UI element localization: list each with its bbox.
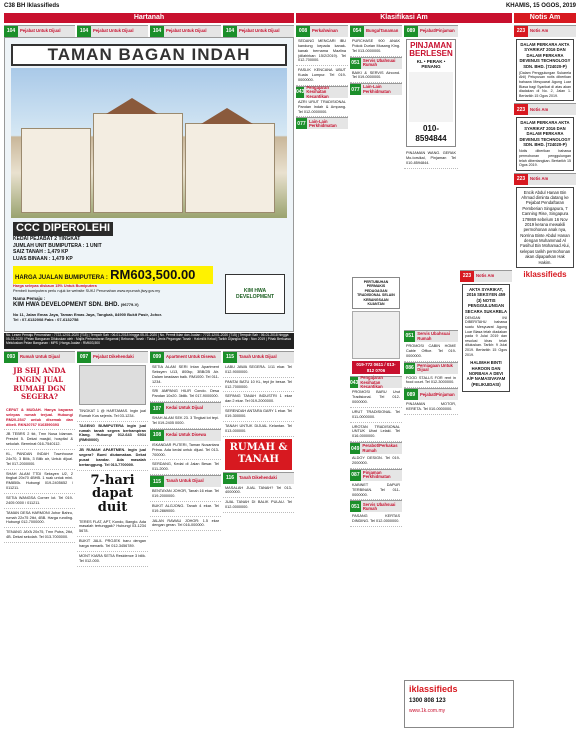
category-header: 086 Perniagaan Untuk Dijual: [404, 362, 458, 374]
column-rumah-dijual: [4, 351, 75, 729]
column-ubahsuai: [404, 330, 458, 677]
classified-ad: PASANG KERTAS DINDING. Tel 012-0000000.: [350, 512, 402, 527]
classified-ad: SHAH ALAM SEK 23. 3 Tingkat lot tepi. Tel 019-2405 0000.: [150, 414, 221, 429]
classified-ad: ISKANDAR PUTERI, Taman Nusantara Prima. Ada kedai untuk dijual. Tel 013-700000.: [150, 441, 221, 461]
notis-box: DALAM PERKARA AKTA SYARIKAT 2016 DAN DALAM PERKARA DEVENUS TECHNOLOGY SDN. BHD. (724020-P) Notis diberikan bahawa permohonan penggulungan telah dibentangkan. Bertarikh 15 Ogos 2019.: [516, 117, 574, 170]
column-tanah-dijual: [223, 351, 294, 729]
ad-banner-title: TAMAN BAGAN INDAH: [11, 44, 287, 66]
section-notis: Notis Am: [514, 13, 576, 23]
classified-ad: SHAH ALAM TTDI Seksyen U2, 2 tingkat 20x70 4BHB. 1 ruak untuk mini. RM850k. Hubungi 019-2405652 / 011211.: [4, 470, 75, 494]
ad-graphic: [409, 72, 453, 122]
category-header: 223 Notis Am: [514, 25, 576, 37]
price-tag: HARGA JUALAN BUMIPUTERA : RM603,500.00: [13, 266, 213, 284]
classified-ad: PROMOSI BARU Urut Tradisional. Tel 012-0000000.: [350, 388, 402, 408]
column-pejabat-dikehendaki: [77, 351, 148, 729]
category-header: 104 Pejabat Untuk Dijual: [150, 25, 221, 37]
category-header: 223 Notis Am: [514, 173, 576, 185]
category-header: 097 Pejabat Dikehendaki: [77, 351, 148, 363]
pinjaman-ad[interactable]: PINJAMAN BERLESEN KL • PERAK • PENANG 010-8594844: [406, 39, 456, 147]
iklassifieds-logo: iklassifieds: [409, 684, 458, 694]
classified-ad: SETIA WANGSA Corner lot. Tel 019-2405 0000 / 011211.: [4, 494, 75, 509]
section-hartanah: Hartanah: [4, 13, 294, 23]
classified-ad: SERDANG, Kedai di Jalan Besar. Tel 011-2000.: [150, 460, 221, 475]
hartanah-top-headers: [4, 25, 294, 37]
jb-sell-headline: JB SHJ ANDA INGIN JUAL RUMAH DGN SEGERA?: [13, 366, 66, 402]
category-header: 115 Tanah Untuk Dijual: [150, 475, 221, 487]
column-notis-right: [514, 25, 576, 729]
column-perkahwinan: [296, 25, 348, 729]
classified-ad: FOOD STALLS FOR rent in food court. Tel 012-3000000.: [404, 374, 458, 389]
building-block: [93, 113, 183, 213]
category-header: 077 Lain-Lain Perkhidmatan: [350, 83, 402, 95]
classified-ad: PINJAMAN MOTOR, KERETA. Tel 010-0000000.: [404, 400, 458, 415]
category-header: 223 Notis Am: [514, 103, 576, 115]
classified-ad: PROMOSI CABIN HOME Cable Office. Tel 019-0000000.: [404, 342, 458, 362]
classified-ad: SERENDAH ANTARA GARY 1 ekar. Tel 019-300000.: [223, 407, 294, 422]
column-bunga-tanaman: [350, 25, 402, 275]
classified-ad: JB RUMAH APARTMEN. Ingin jual segera? Bumi diutamakan. Dekat pusat bandar. Ada masalah bertanggung. Tel 013-7700000.: [77, 446, 148, 470]
classified-ad: PURCHASE 900 ANAK Pokok Durian Musang King. Tel 013-0000000.: [350, 37, 402, 57]
discount-note: Harga selepas diskaun 15% Untuk Bumiputera Pembeli bumiputera perlu rujuk ke website SUKJ Perumahan www.epumah.jtwy.gov.my: [13, 284, 161, 293]
ad-graphic: [352, 311, 400, 359]
classified-ad: TERES FLAT, APT, Kondo, Banglo. Ada masalah tertunggak? Hubungi 03-1234 5678.: [77, 518, 148, 538]
classified-ad: AZRI URUT TRADISIONAL Pandan Indah & Ampang. Tel 012-0000000.: [296, 98, 348, 118]
classified-ad: TAMAN DESA HARMONI Johor Bahru, rumah 22x75 2tkt, 4BB. Harga runding. Hubungi 012-7000000.: [4, 509, 75, 529]
category-header: 108 Kedai Untuk Disewa: [150, 429, 221, 441]
category-header: 043 Pengajaran Kesihatan Kecantikan: [296, 86, 348, 98]
category-header: 089 Pejabat/Pinjaman: [404, 388, 458, 400]
classified-ad: PINJAMAN WANG. GERAK Mo-torsikal, Pinjaman Tel 010-8594844.: [404, 149, 458, 169]
classified-ad: MONT KIARA SETIA Residence 3 bilik. Tel 012-000.: [77, 552, 148, 567]
shophouse-photo: [11, 68, 287, 218]
classified-ad: SRI AMPANG HILIR Condo. Desa Pandan 10x20. 3bilik. Tel 017-9000000.: [150, 387, 221, 402]
classified-ad: SEPANG TANAH INDUSTRI 1 ekar dan 2 ekar. Tel 019-2000000.: [223, 392, 294, 407]
column-notis-mid: [460, 270, 512, 729]
classified-ad: JUAL TANAH DI BALIK PULAU. Tel 012-0000000.: [223, 498, 294, 513]
pertubuhan-ad: PERTUBUHAN PERMAKIS PEDAGAGAN TRADISIONAL SELAIN KEBANGSAAN KUANTAN: [352, 277, 400, 309]
category-header: 223 Notis Am: [460, 270, 512, 282]
classified-ad: LABU JAWA SEGERA. 1/11 ekar. Tel 012-9000000.: [223, 363, 294, 378]
section-klasifikasi: Klasifikasi Am: [296, 13, 512, 23]
notis-box: AKTA SYARIKAT, 2016 SEKSYEN 459 (3) NOTIS PENGGULUNGAN SECARA SUKARELA DENGAN INI DIBERITAHU bahawa suatu Mesyuarat Agung Luar Biasa telah diadakan pada 9 Julai 2019 dan resolusi khas telah diluluskan. Tarikh: 9 Julai 2019. Bertarikh 15 Ogos 2019. HALIMAH BINTI HAROON DAN NORBAIA A DEVI A/P NAMASIVAYAM (PELIKUIDASI): [462, 284, 510, 392]
category-header: 054 Bunga/Tanaman: [350, 25, 402, 37]
notis-box: DALAM PERKARA AKTA SYARIKAT 2016 DAN DALAM PERKARA DEVENUS TECHNOLOGY SDN. BHD. (724020-P) (Dalam Penggulungan Sukarela Ahli) Pelupusan notis diberikan bahawa Mesyuarat Agung Luar Biasa bagi Syarikat di atas akan diadakan di No. 2, Jalan 1. Bertarikh 15 Ogos 2019.: [516, 39, 574, 101]
classified-ad: BAIKI & SERVIS Aircond. Tel 019-0000000.: [350, 69, 402, 84]
classified-ad: MASALAH JUAL TANAH? Tel 013-4000000.: [223, 484, 294, 499]
column-pinjaman: [404, 25, 458, 275]
column-kesihatan: [350, 275, 402, 729]
category-header: 051 Servis Ubahsuai Rumah: [350, 57, 402, 69]
notis-box: Encik Abdul Hanan Bin Ahmad diminta datang ke Pejabat Pendaftaran Pemberian Singapura, 7 Canning Rise, Singapura 179869 sebelum 16 Nov 2019 kerana mewakili permohonan anak nya, Norrina Binte Abdul Hanan dengan Muhammad Al Fasihul Bin Mohamad Alui, selepas tarikh permohonan akan dipaparkan Hak Hakim.: [516, 187, 574, 268]
category-header: 087 Pinjaman Perkhidmatan: [350, 469, 402, 481]
building-block: [21, 128, 91, 213]
category-header: 051 Servis Ubahsuai Rumah: [350, 500, 402, 512]
classified-ad: TANAH UNTUK DIJUAL Kelantan. Tel 013-000000.: [223, 422, 294, 437]
classified-ad: BUKIT ALGJONG. Tanah 4 ekar. Tel 019-2869000.: [150, 502, 221, 517]
ad-photo: [79, 365, 146, 405]
classified-ad: URUT TRADISIONAL Tel 011-0000000.: [350, 408, 402, 423]
category-header: 099 Apartment Untuk Disewa: [150, 351, 221, 363]
category-header: 049 Perabot/Perkakas Rumah: [350, 442, 402, 454]
classified-ad: FASLIK KENCANA UBUT Kuala Lumpur. Tel 019-0000000.: [296, 66, 348, 86]
building-block: [185, 123, 275, 213]
category-header: 107 Kedai Untuk Dijual: [150, 402, 221, 414]
building-roof: [106, 98, 158, 114]
website-link[interactable]: www.1k.com.my: [409, 707, 446, 714]
classified-ad: SETIA ALAM SERI Intan Apartment Seksyen U13, 800kp, 3BB/2B Air. Dalam keadaan baik. RM1000. Tel 011-1234.: [150, 363, 221, 387]
building-roof: [201, 108, 253, 124]
classified-ad: TENANG JAYA 20x75, Tmn Putra, 2tkt, 4B. Dekat sekolah. Tel 013-7000000.: [4, 528, 75, 543]
column-apartment-disewa: [150, 351, 221, 729]
ccc-label: CCC DIPEROLEHI: [13, 222, 113, 236]
property-specs: KEDAI PEJABAT 2 TINGKAT JUMLAH UNIT BUMIPUTERA : 1 UNIT SAIZ TANAH : 1,479 KP LUAS BINAAN : 1,479 KP: [13, 236, 102, 262]
iklassifieds-logo: iklassifieds: [523, 269, 567, 279]
category-header: 104 Pejabat Untuk Dijual: [77, 25, 148, 37]
developer-name: Nama Pemaju : KIM HWA DEVELOPMENT SDN. BHD. (96779-V): [13, 296, 139, 308]
category-header: 043 Pengajaran Kesihatan Kecantikan: [350, 376, 402, 388]
category-header: 104 Pejabat Untuk Dijual: [4, 25, 75, 37]
category-header: 051 Servis Ubahsuai Rumah: [404, 330, 458, 342]
category-header: 116 Tanah Dikehendaki: [223, 472, 294, 484]
classified-ad: JB TEBRS 2 tkt, Tmn Nusa Idaman. Presint 5. Dekat masjid, hospital & sekolah. Berminat 016-7540112.: [4, 430, 75, 450]
legal-disclaimer: No. Lesen Pemaju Perumahan : 7722-12/01-2020 (T15) | Tempoh Sah : 06-01-2018 hingga 05-01-2020 | No. Permit Iklan dan Jualan : 7722-12/01-2020 (T15) | Tempoh Sah : 06-01-2018 hingga 05-01-2020 | Pelan Bangunan Diluluskan oleh : Majlis Perbandaran Segamat | Bebanan Tanah : Tiada | Jenis Pegangan Tanah : Hakmilik Kekal | Tarikh Dijangka Siap : Nov 2019 | Pihak Berkuasa Meluluskan Pelan Bangunan : MPS | Harga Jualan : RM603,500: [4, 333, 294, 349]
classified-ad: JALAN RAWAU JOHOR: 1.5 ekar dengan geran. Tel 016-000000.: [150, 517, 221, 532]
category-header: 104 Pejabat Untuk Dijual: [223, 25, 294, 37]
category-header: 008 Perkahwinan: [296, 25, 348, 37]
taman-bagan-indah-ad[interactable]: [4, 37, 294, 332]
category-header: 089 Pejabat/Pinjaman: [404, 25, 458, 37]
classified-ad: KABINET DAPUR TERBINAN. Tel 011-0000000.: [350, 481, 402, 501]
category-header: 093 Rumah Untuk Dijual: [4, 351, 75, 363]
classified-ad: ALDOY DESIGN. Tel 019-2000000.: [350, 454, 402, 469]
category-header: 077 Lain-Lain Perkhidmatan: [296, 117, 348, 129]
classified-ad: SEDANG MENCARI IBU kandung kepada kanak-kanak bernama Mazlina (dilahirkan 15/2/2019). Tel 012-700000.: [296, 37, 348, 66]
classified-ad: PANTAI BATU 10 KL, tepi jln besar. Tel 012-7000000.: [223, 378, 294, 393]
developer-address: No 11, Jalan Emas Jaya, Taman Emas Jaya, Tangkak, 84900 Bukit Pasir, Johor. Tel : 07-6132008 Faks : 07-6132758: [13, 312, 163, 322]
rumah-tanah-banner: RUMAH & TANAH: [225, 439, 292, 470]
category-header: 115 Tanah Untuk Dijual: [223, 351, 294, 363]
page-date: KHAMIS, 15 OGOS, 2019: [505, 3, 576, 9]
hotline: 1300 808 123: [409, 698, 446, 705]
classified-ad: UROTAN TRADISIONAL UNTUK Ubat Lelaki. Tel 016-0000000.: [350, 423, 402, 443]
seven-day-headline: 7-hari dapat duit: [90, 472, 135, 515]
jb-sell-body: CEPAT & MUDAH. Hanya bayaran selepas rumah terjual. Hubungi RM20-2547 untuk disemak dan dibeli. RKN20767 0163590393: [4, 406, 75, 430]
classified-ad: TINGKAT 1 @ HARTAMAS. Ingin jual Rumah Kos sejenis. Tel 03-1234.: [77, 407, 148, 422]
developer-logo: KIM HWA DEVELOPMENT: [225, 274, 285, 314]
classified-ad: BENTAYAN JOHOR, Tanah 16 ekar. Tel 019-2000000.: [150, 487, 221, 502]
classified-ad: BUKIT JALIL PROJEK baru dengan harga menarik. Tel 012-3456789.: [77, 537, 148, 552]
classified-ad: TAGENG BUMIPUTERA ingin jual rumah tanah segera berhampiran Klang. Hubungi 012-643 6934 (RMN0000): [77, 422, 148, 446]
page-folio: C38 BH Iklassifieds: [4, 3, 60, 9]
page-header: [4, 2, 576, 12]
phone-banner: 019-772 0611 / 013-812 0706: [352, 361, 400, 374]
classified-ad: KL, PANDAN INDAH Townhouse 24x70, 3 Bilik, 3 Bilik air, Untuk dijual. Tel 017-2000000.: [4, 450, 75, 470]
